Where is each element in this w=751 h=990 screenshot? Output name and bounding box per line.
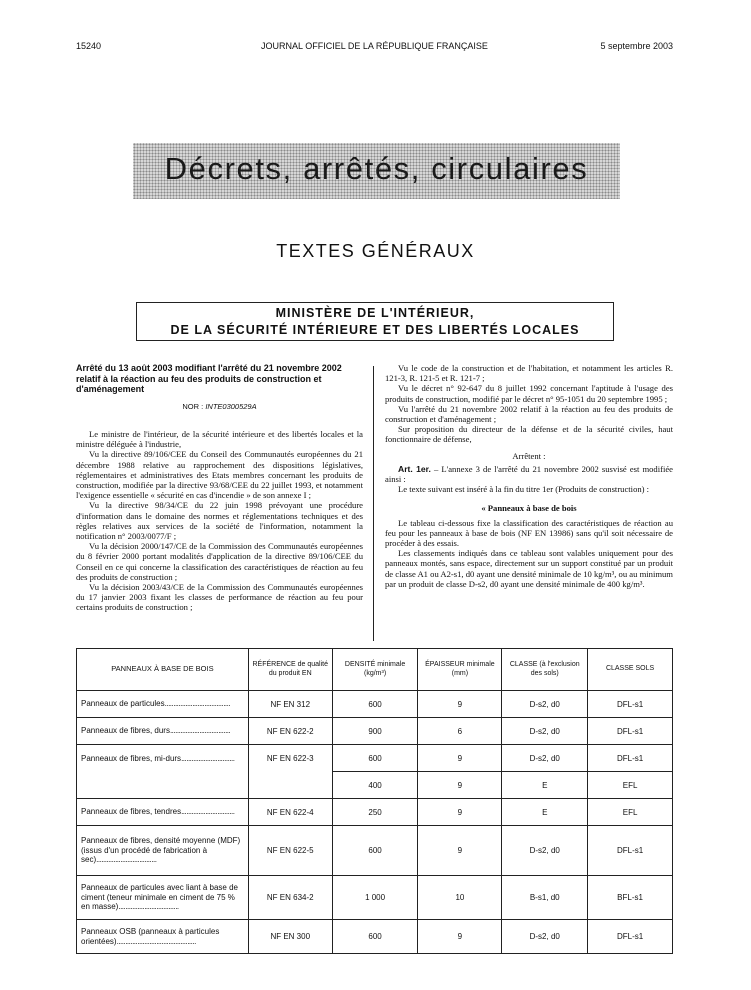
class-cell: B-s1, d0: [502, 876, 588, 920]
paragraph: Vu la directive 98/34/CE du 22 juin 1998 prévoyant une procédure d'information dans le domaine des normes et réglementations techniques et des règles relatives aux services de la société de l'information, notamment la notification n° 2003/0077/F ;: [76, 500, 363, 542]
thickness-cell: 9: [418, 826, 502, 876]
paragraph: Vu la décision 2003/43/CE de la Commission des Communautés européennes du 17 janvier 2003 fixant les classes de performance de réaction au feu pour certains produits de construction ;: [76, 582, 363, 613]
article-1-text: – L'annexe 3 de l'arrêté du 21 novembre 2002 susvisé est modifiée ainsi :: [385, 463, 673, 485]
density-cell: 900: [332, 718, 418, 745]
floor-class-cell: DFL-s1: [588, 826, 673, 876]
table-row: [77, 718, 673, 745]
product-name: Panneaux de fibres, tendres: [81, 807, 182, 817]
column-header: CLASSE (à l'exclusion des sols): [502, 649, 588, 691]
reference-cell: NF EN 622-5: [248, 826, 332, 876]
column-divider: [373, 366, 374, 641]
thickness-cell: 9: [418, 772, 502, 799]
banner-title: Décrets, arrêtés, circulaires: [164, 151, 589, 186]
journal-title: JOURNAL OFFICIEL DE LA RÉPUBLIQUE FRANÇAISE: [261, 41, 488, 51]
reference-cell: NF EN 634-2: [248, 876, 332, 920]
paragraph: Les classements indiqués dans ce tableau sont valables uniquement pour des panneaux montés, sans espace, directement sur un support constitué par un produit de classe A1 ou A2-s1, d0 ayant une densité minimale de 10 kg/m³, ou au minimum par un produit de classe D-s2, d0 ayant une densité minimale de 400 kg/m³.: [385, 548, 673, 589]
arretent-label: Arrêtent :: [512, 450, 546, 461]
reference-cell: NF EN 622-4: [248, 799, 332, 826]
floor-class-cell: BFL-s1: [588, 876, 673, 920]
column-header: ÉPAISSEUR minimale (mm): [418, 649, 502, 691]
ministry-box: [136, 302, 614, 341]
paragraph: Vu la décision 2000/147/CE de la Commission des Communautés européennes du 8 février 2000 portant modalités d'application de la directive 89/106/CEE du Conseil en ce qui concerne la classification des caractéristiques de réaction au feu des produits de construction ;: [76, 541, 363, 582]
paragraph: Le ministre de l'intérieur, de la sécurité intérieure et des libertés locales et la ministre déléguée à l'industrie,: [76, 428, 363, 450]
product-name: Panneaux de fibres, durs: [81, 726, 170, 736]
density-cell: 600: [332, 691, 418, 718]
table-row: [77, 920, 673, 954]
product-name-cell: [77, 826, 249, 876]
thickness-cell: 9: [418, 799, 502, 826]
density-cell: 400: [332, 772, 418, 799]
product-name: Panneaux de fibres, mi-durs: [81, 753, 182, 763]
reference-cell: NF EN 312: [248, 691, 332, 718]
section-title: TEXTES GÉNÉRAUX: [276, 241, 475, 261]
column-header: DENSITÉ minimale (kg/m³): [332, 649, 418, 691]
reference-cell: NF EN 622-2: [248, 718, 332, 745]
class-cell: D-s2, d0: [502, 920, 588, 954]
reference-cell: [248, 772, 332, 799]
leader-dots: ...................................: [169, 726, 231, 736]
class-cell: D-s2, d0: [502, 718, 588, 745]
product-name: Panneaux de fibres, densité moyenne (MDF) (issus d'un procédé de fabrication à sec): [81, 836, 241, 865]
article-1: [385, 464, 673, 484]
floor-class-cell: DFL-s1: [588, 745, 673, 772]
paragraph: Vu l'arrêté du 21 novembre 2002 relatif à la réaction au feu des produits de construction et d'aménagement ;: [385, 403, 673, 425]
density-cell: 600: [332, 745, 418, 772]
thickness-cell: 10: [418, 876, 502, 920]
product-name-cell: [77, 920, 249, 954]
product-name-cell: [77, 691, 249, 718]
table-row: [77, 691, 673, 718]
table-header-row: [77, 649, 673, 691]
class-cell: E: [502, 799, 588, 826]
paragraph: Vu le décret n° 92-647 du 8 juillet 1992 concernant l'aptitude à l'usage des produits de construction, modifié par le décret n° 95-1051 du 20 septembre 1995 ;: [385, 383, 673, 404]
density-cell: 250: [332, 799, 418, 826]
class-cell: D-s2, d0: [502, 745, 588, 772]
column-header: CLASSE SOLS: [588, 649, 673, 691]
product-name: Panneaux OSB (panneaux à particules orientées): [81, 927, 220, 946]
column-header: RÉFÉRENCE de qualité du produit EN: [248, 649, 332, 691]
paragraph: Le texte suivant est inséré à la fin du titre 1er (Produits de construction) :: [398, 484, 650, 495]
thickness-cell: 6: [418, 718, 502, 745]
thickness-cell: 9: [418, 920, 502, 954]
leader-dots: ...............................: [181, 753, 235, 763]
product-name-cell: [77, 772, 249, 799]
product-name-cell: [77, 745, 249, 772]
paragraph: Sur proposition du directeur de la défense et de la sécurité civiles, haut fonctionnaire de défense,: [385, 424, 673, 445]
thickness-cell: 9: [418, 745, 502, 772]
floor-class-cell: DFL-s1: [588, 691, 673, 718]
publication-date: 5 septembre 2003: [600, 41, 673, 51]
floor-class-cell: EFL: [588, 799, 673, 826]
floor-class-cell: DFL-s1: [588, 920, 673, 954]
product-name-cell: [77, 876, 249, 920]
density-cell: 600: [332, 826, 418, 876]
paragraph: Vu le code de la construction et de l'habitation, et notamment les articles R. 121-3, R. 121-5 et R. 121-7 ;: [385, 363, 673, 384]
decree-title: Arrêté du 13 août 2003 modifiant l'arrêté du 21 novembre 2002 relatif à la réaction au feu des produits de construction et d'aménagement: [76, 363, 342, 395]
leader-dots: ..............................................: [116, 936, 196, 946]
page-number: 15240: [76, 41, 102, 51]
reference-cell: NF EN 300: [248, 920, 332, 954]
subsection-title: « Panneaux à base de bois: [481, 503, 577, 514]
floor-class-cell: EFL: [588, 772, 673, 799]
leader-dots: ...................................: [96, 855, 157, 865]
class-cell: E: [502, 772, 588, 799]
left-column: [76, 363, 363, 613]
table-row: [77, 745, 673, 772]
density-cell: 1 000: [332, 876, 418, 920]
table-row: [77, 826, 673, 876]
reference-cell: NF EN 622-3: [248, 745, 332, 772]
classification-table: [76, 648, 673, 954]
leader-dots: ...................................: [118, 902, 179, 912]
product-name-cell: [77, 799, 249, 826]
right-column: [385, 363, 673, 589]
paragraph: Le tableau ci-dessous fixe la classification des caractéristiques de réaction au feu pour les panneaux à base de bois (NF EN 13986) sans qu'il soit nécessaire de procéder à des essais.: [385, 517, 673, 549]
thickness-cell: 9: [418, 691, 502, 718]
table-row: [77, 799, 673, 826]
paragraph: Vu la directive 89/106/CEE du Conseil des Communautés européennes du 21 décembre 1988 relative au rapprochement des dispositions législatives, réglementaires et administratives des Etats membres concernant les produits de construction, modifiée par la directive 93/68/CEE du 22 juillet 1993, et notamment l'exigence essentielle « sécurité en cas d'incendie » de son annexe I ;: [76, 449, 363, 501]
class-cell: D-s2, d0: [502, 691, 588, 718]
leader-dots: ...............................: [181, 807, 235, 817]
nor-label: NOR :: [182, 401, 206, 411]
article-1-label: Art. 1er.: [398, 463, 431, 474]
leader-dots: ......................................: [164, 699, 231, 709]
page-header: [76, 41, 673, 55]
table-row: [77, 772, 673, 799]
product-name-cell: [77, 718, 249, 745]
product-name: Panneaux de particules: [81, 699, 165, 709]
nor-reference: [76, 402, 363, 412]
nor-value: INTE0300529A: [205, 401, 257, 411]
product-name: Panneaux de particules avec liant à base de ciment (teneur minimale en ciment de 75 % en masse): [81, 883, 238, 912]
ministry-line-2: DE LA SÉCURITÉ INTÉRIEURE ET DES LIBERTÉS LOCALES: [170, 323, 580, 337]
table-row: [77, 876, 673, 920]
density-cell: 600: [332, 920, 418, 954]
column-header: PANNEAUX À BASE DE BOIS: [77, 649, 249, 691]
ministry-line-1: MINISTÈRE DE L'INTÉRIEUR,: [275, 306, 475, 320]
floor-class-cell: DFL-s1: [588, 718, 673, 745]
class-cell: D-s2, d0: [502, 826, 588, 876]
